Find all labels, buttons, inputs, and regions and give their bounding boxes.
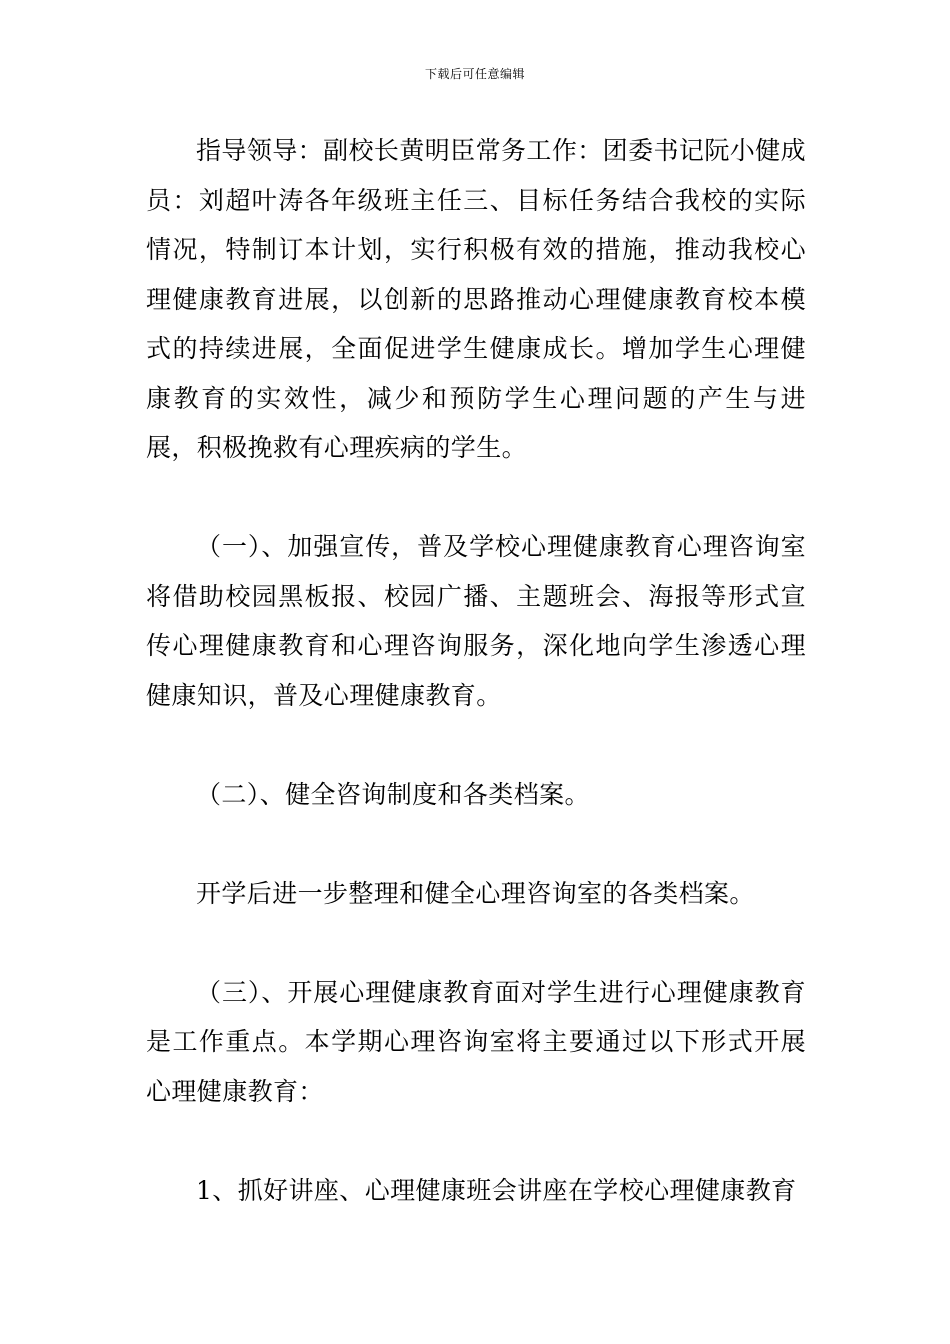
paragraph-education-focus: （三）、开展心理健康教育面对学生进行心理健康教育是工作重点。本学期心理咨询室将主要通过以下形式开展心理健康教育： [146,977,806,1106]
paragraph-publicity: （一）、加强宣传，普及学校心理健康教育心理咨询室将借助校园黑板报、校园广播、主题班会、海报等形式宣传心理健康教育和心理咨询服务，深化地向学生渗透心理健康知识，普及心理健康教育。 [146,532,806,710]
paragraph-archive: 开学后进一步整理和健全心理咨询室的各类档案。 [196,878,755,908]
document-body [146,126,806,1215]
paragraph-leadership-goals: 指导领导：副校长黄明臣常务工作：团委书记阮小健成员：刘超叶涛各年级班主任三、目标任务结合我校的实际情况，特制订本计划，实行积极有效的措施，推动我校心理健康教育进展，以创新的思路推动心理健康教育校本模式的持续进展，全面促进学生健康成长。增加学生心理健康教育的实效性，减少和预防学生心理问题的产生与进展，积极挽救有心理疾病的学生。 [146,136,806,462]
paragraph-lectures: 1、抓好讲座、心理健康班会讲座在学校心理健康教育 [196,1175,797,1205]
paragraph-consult-system: （二）、健全咨询制度和各类档案。 [196,779,590,809]
page-header-note: 下载后可任意编辑 [424,67,525,81]
